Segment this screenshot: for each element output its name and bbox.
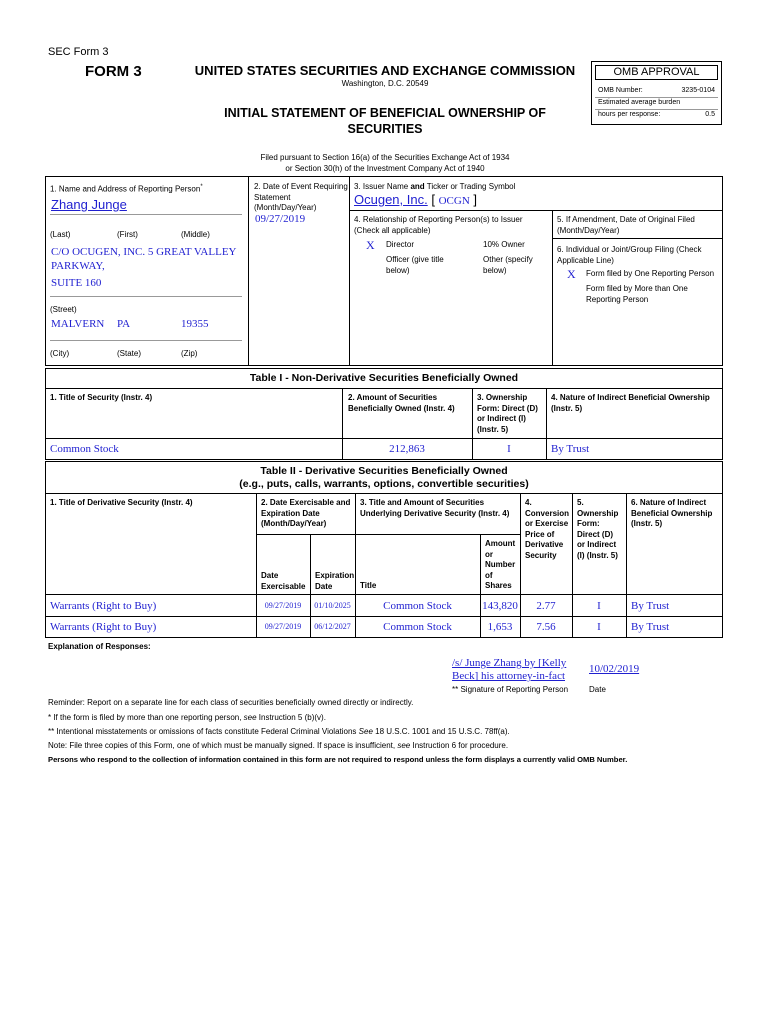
event-date: 09/27/2019	[255, 213, 306, 225]
box1-label	[50, 182, 203, 195]
box1-asterisk: *	[200, 184, 203, 190]
table1-amount: 212,863	[389, 443, 425, 455]
note-file-pre: Note: File three copies of this Form, one of which must be manually signed. If space is insufficient,	[48, 741, 398, 750]
table2-col5-line3: Form:	[577, 519, 600, 528]
expiration-line2: Date	[315, 581, 333, 591]
table1-col3-line4: (Instr. 5)	[477, 424, 509, 434]
table1-col2-header	[348, 393, 455, 414]
other-label	[483, 255, 533, 276]
officer-line2: below)	[386, 265, 410, 275]
table2-ownership-form: I	[597, 621, 601, 633]
expiration-line1: Expiration	[315, 571, 355, 580]
table2-nature: By Trust	[631, 621, 670, 633]
table2-col4-header	[525, 498, 569, 561]
box5-label	[557, 215, 695, 236]
expiration-date-header	[315, 571, 354, 592]
table2-col2-line2: Expiration Date	[261, 508, 320, 518]
amount-line5: Shares	[485, 581, 512, 590]
omb-title: OMB APPROVAL	[595, 65, 718, 80]
street-label: (Street)	[50, 305, 77, 314]
zip-label: (Zip)	[181, 349, 198, 358]
more-persons-label	[586, 284, 688, 305]
table2-col4-line2: Conversion	[525, 508, 570, 518]
box3-label-pre: 3. Issuer Name	[354, 182, 411, 191]
city-value: MALVERN	[51, 318, 105, 330]
commission-name: UNITED STATES SECURITIES AND EXCHANGE COMMISSION	[194, 63, 576, 78]
table2-col5-line1: 5.	[577, 498, 584, 507]
derivative-title: Warrants (Right to Buy)	[50, 600, 157, 612]
table1-ownership-form: I	[507, 443, 511, 455]
state-value: PA	[117, 318, 131, 330]
box2-label-line1: 2. Date of Event Requiring	[254, 182, 348, 191]
table2-col5-line2: Ownership	[577, 508, 619, 518]
ten-percent-owner-label: 10% Owner	[483, 240, 525, 249]
table1-nature: By Trust	[551, 443, 590, 455]
table1-col4-line2: (Instr. 5)	[551, 403, 583, 413]
table2-title-line2: (e.g., puts, calls, warrants, options, convertible securities)	[239, 478, 529, 490]
address-line2: PARKWAY,	[51, 260, 105, 272]
signature-label: ** Signature of Reporting Person	[452, 685, 569, 694]
one-person-label: Form filed by One Reporting Person	[586, 269, 715, 278]
signature-value[interactable]	[452, 657, 566, 683]
table2-col2-header	[261, 498, 350, 530]
form-title-line1: INITIAL STATEMENT OF BENEFICIAL OWNERSHIP OF	[224, 106, 546, 120]
date-exercisable-line1: Date	[261, 571, 279, 580]
filed-line1: Filed pursuant to Section 16(a) of the Securities Exchange Act of 1934	[260, 153, 510, 162]
officer-label	[386, 255, 444, 276]
note-file-post: Instruction 6 for procedure.	[410, 741, 509, 750]
box6-label	[557, 245, 702, 266]
underlying-title: Common Stock	[383, 600, 452, 612]
table1-col3-header	[477, 393, 538, 435]
conversion-price: 2.77	[536, 600, 556, 612]
box1-label-text: 1. Name and Address of Reporting Person	[50, 184, 201, 194]
box3-label	[354, 182, 515, 193]
note-dstar-post: 18 U.S.C. 1001 and 15 U.S.C. 78ff(a).	[372, 727, 510, 736]
expiration-date: 06/12/2027	[314, 622, 351, 631]
omb-burden-label: Estimated average burden	[598, 99, 681, 106]
table2-col1-header: 1. Title of Derivative Security (Instr. 4)	[50, 498, 193, 507]
amount-shares-header	[485, 539, 515, 592]
table2-col3-header	[360, 498, 509, 519]
box5-label-line2: (Month/Day/Year)	[557, 225, 620, 235]
note-star-post: Instruction 5 (b)(v).	[256, 713, 326, 722]
amount-line4: of	[485, 570, 493, 580]
table2-col3-line2: Underlying Derivative Security (Instr. 4)	[360, 508, 510, 518]
filed-line2: or Section 30(h) of the Investment Company Act of 1940	[285, 163, 485, 173]
table2-col5-header	[577, 498, 618, 561]
date-exercisable: 09/27/2019	[264, 622, 302, 631]
note-file-see: see	[397, 741, 411, 750]
table2-col5-line4: Direct (D)	[577, 529, 614, 539]
other-line2: below)	[483, 265, 507, 275]
middle-label: (Middle)	[181, 230, 210, 239]
table1-security-title: Common Stock	[50, 443, 119, 455]
table2-col5-line6: (I) (Instr. 5)	[577, 550, 618, 560]
ticker-bracket-close: ]	[473, 192, 478, 207]
amount-line1: Amount	[485, 539, 516, 548]
commission-location: Washington, D.C. 20549	[341, 79, 429, 88]
table2-col2-line3: (Month/Day/Year)	[261, 519, 327, 528]
first-label: (First)	[117, 230, 138, 239]
form-title	[190, 105, 580, 137]
omb-number-label: OMB Number:	[598, 87, 643, 94]
table2-col5-line5: or Indirect	[577, 540, 617, 549]
note-star-pre: * If the form is filed by more than one reporting person,	[48, 713, 244, 722]
date-exercisable-line2: Exercisable	[261, 581, 306, 591]
table2-col4-line4: Price of	[525, 529, 555, 539]
table1-col2-line1: 2. Amount of Securities	[348, 393, 438, 402]
table1-col3-line1: 3. Ownership	[477, 393, 528, 402]
note-dstar-see: See	[358, 727, 373, 736]
omb-hours: 0.5	[705, 111, 715, 118]
signature-date: 10/02/2019	[589, 663, 640, 675]
table1-col4-header	[551, 393, 710, 414]
derivative-title: Warrants (Right to Buy)	[50, 621, 157, 633]
issuer-name[interactable]: Ocugen, Inc.	[354, 192, 428, 207]
director-label: Director	[386, 240, 415, 249]
box4-label-line2: (Check all applicable)	[354, 225, 431, 235]
address-value	[51, 245, 236, 290]
table2-col6-line1: 6. Nature of Indirect	[631, 498, 707, 507]
table1-col3-line2: Form: Direct (D)	[477, 403, 538, 413]
note-file-copies	[48, 741, 508, 750]
note-single-star	[48, 713, 326, 722]
table2-col6-line2: Beneficial Ownership	[631, 508, 713, 518]
form-title-line2: SECURITIES	[347, 122, 423, 136]
table2-title-line1: Table II - Derivative Securities Beneficially Owned	[260, 465, 508, 477]
box2-label	[254, 182, 348, 214]
ticker-bracket-open: [	[431, 192, 435, 207]
note-star-see: see	[243, 713, 257, 722]
more-persons-line2: Reporting Person	[586, 294, 649, 304]
reporting-person-name[interactable]: Zhang Junge	[51, 197, 127, 212]
zip-value: 19355	[181, 318, 209, 330]
date-label: Date	[589, 685, 606, 694]
signature-line1: /s/ Junge Zhang by [Kelly	[452, 657, 567, 669]
table2-title	[45, 465, 723, 491]
omb-approval-box	[591, 61, 722, 125]
underlying-shares: 1,653	[487, 621, 513, 633]
director-checkmark: X	[366, 238, 375, 252]
table1-col1-header: 1. Title of Security (Instr. 4)	[50, 393, 153, 402]
table2-col3-line1: 3. Title and Amount of Securities	[360, 498, 485, 507]
officer-line1: Officer (give title	[386, 255, 444, 264]
table1-col2-line2: Beneficially Owned (Instr. 4)	[348, 403, 455, 413]
conversion-price: 7.56	[536, 621, 556, 633]
note-double-star	[48, 727, 510, 736]
one-person-checkmark: X	[567, 267, 576, 281]
underlying-shares: 143,820	[482, 600, 518, 612]
box4-label-line1: 4. Relationship of Reporting Person(s) to Issuer	[354, 215, 523, 224]
box6-label-line1: 6. Individual or Joint/Group Filing (Check	[557, 245, 702, 254]
box3-label-post: Ticker or Trading Symbol	[424, 182, 516, 191]
table2-col4-line6: Security	[525, 550, 557, 560]
address-line1: C/O OCUGEN, INC. 5 GREAT VALLEY	[51, 246, 237, 258]
expiration-date: 01/10/2025	[314, 601, 351, 610]
table2-col6-header	[631, 498, 712, 530]
form-number: FORM 3	[85, 63, 142, 80]
table2-col6-line3: (Instr. 5)	[631, 519, 663, 528]
amount-line2: or	[485, 549, 493, 559]
state-label: (State)	[117, 349, 142, 358]
table2-col4-line1: 4.	[525, 498, 532, 507]
omb-number: 3235-0104	[681, 87, 715, 94]
table2-col4-line5: Derivative	[525, 540, 564, 549]
box5-label-line1: 5. If Amendment, Date of Original Filed	[557, 215, 695, 224]
address-line3: SUITE 160	[51, 277, 102, 289]
filed-pursuant	[190, 153, 580, 174]
more-persons-line1: Form filed by More than One	[586, 284, 688, 293]
date-exercisable-header	[261, 571, 305, 592]
signature-line2: Beck] his attorney-in-fact	[452, 670, 566, 682]
box3-label-and: and	[410, 182, 425, 191]
last-label: (Last)	[50, 230, 71, 239]
issuer-line	[354, 192, 477, 207]
city-label: (City)	[50, 349, 70, 358]
table1-title: Table I - Non-Derivative Securities Beneficially Owned	[249, 372, 519, 384]
omb-hours-label: hours per response:	[598, 111, 661, 118]
other-line1: Other (specify	[483, 255, 533, 264]
note-dstar-pre: ** Intentional misstatements or omissions of facts constitute Federal Criminal Violations	[48, 727, 359, 736]
table1-col3-line3: or Indirect (I)	[477, 414, 526, 423]
sec-form-label: SEC Form 3	[48, 46, 109, 58]
box2-label-line2: Statement	[254, 192, 291, 202]
table1-col4-line1: 4. Nature of Indirect Beneficial Ownership	[551, 393, 710, 402]
underlying-title: Common Stock	[383, 621, 452, 633]
table2-col2-line1: 2. Date Exercisable and	[261, 498, 351, 507]
reminder-text: Reminder: Report on a separate line for each class of securities beneficially owned directly or indirectly.	[48, 698, 414, 707]
date-exercisable: 09/27/2019	[264, 601, 302, 610]
table2-col4-line3: or Exercise	[525, 519, 569, 528]
table2-nature: By Trust	[631, 600, 670, 612]
table2-ownership-form: I	[597, 600, 601, 612]
explanation-label: Explanation of Responses:	[48, 642, 151, 651]
box2-label-line3: (Month/Day/Year)	[254, 203, 317, 212]
persons-respond-notice: Persons who respond to the collection of information contained in this form are not required to respond unless the form displays a currently valid OMB Number.	[48, 755, 628, 764]
amount-line3: Number	[485, 560, 516, 569]
underlying-title-header: Title	[360, 581, 377, 590]
box4-label	[354, 215, 523, 236]
ticker-symbol: OCGN	[438, 195, 470, 207]
box6-label-line2: Applicable Line)	[557, 255, 614, 265]
